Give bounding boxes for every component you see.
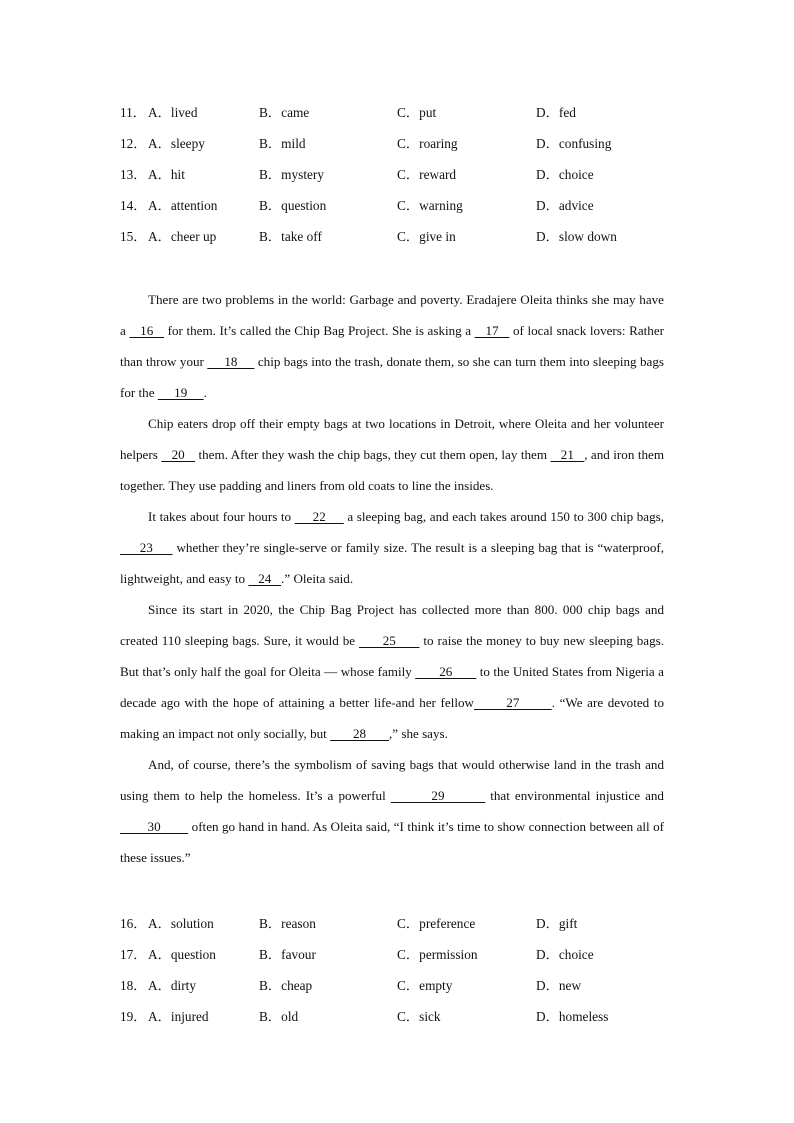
option-c: C．reward bbox=[397, 167, 457, 182]
question-number: 19． bbox=[120, 1009, 147, 1024]
option-d: D．choice bbox=[536, 947, 594, 962]
text-run: to raise the money to buy new sleeping bags. But that’s only half the goal for Oleita — whose family bbox=[120, 633, 665, 679]
option-c: C．preference bbox=[397, 916, 476, 931]
option-a: A．lived bbox=[148, 105, 198, 120]
question-row-15 bbox=[120, 221, 680, 252]
text-run: Since its start in 2020, the Chip Bag Project has collected more than 800. 000 chip bags and created 110 sleeping bags. Sure, it would be bbox=[120, 602, 664, 648]
option-b: B．old bbox=[259, 1009, 299, 1024]
text-run: to the United States from Nigeria a decade ago with the hope of attaining a better life-and her fellow bbox=[120, 664, 664, 710]
text-run: . bbox=[203, 385, 207, 400]
text-run: .” Oleita said. bbox=[281, 571, 354, 586]
text-run: There are two problems in the world: Garbage and poverty. Eradajere Oleita thinks she may have a bbox=[120, 292, 664, 338]
question-number: 18． bbox=[120, 978, 147, 993]
option-b: B．take off bbox=[259, 229, 322, 244]
blank-23: 23 bbox=[120, 540, 173, 555]
blank-24: 24 bbox=[248, 571, 282, 586]
blank-17: 17 bbox=[474, 323, 510, 338]
blank-30: 30 bbox=[120, 819, 189, 834]
option-b: B．mystery bbox=[259, 167, 325, 182]
text-run: chip bags into the trash, donate them, so she can turn them into sleeping bags for the bbox=[120, 354, 665, 400]
blank-20: 20 bbox=[161, 447, 196, 462]
text-run: It takes about four hours to bbox=[148, 509, 295, 524]
text-run: that environmental injustice and bbox=[485, 788, 664, 803]
option-c: C．put bbox=[397, 105, 437, 120]
option-d: D．new bbox=[536, 978, 582, 993]
option-d: D．confusing bbox=[536, 136, 612, 151]
option-c: C．roaring bbox=[397, 136, 458, 151]
question-number: 15． bbox=[120, 229, 147, 244]
blank-18: 18 bbox=[207, 354, 255, 369]
option-d: D．slow down bbox=[536, 229, 617, 244]
option-b: B．question bbox=[259, 198, 327, 213]
question-row-11 bbox=[120, 97, 680, 128]
question-list-11-15 bbox=[120, 97, 680, 252]
option-a: A．hit bbox=[148, 167, 185, 182]
option-a: A．dirty bbox=[148, 978, 197, 993]
option-a: A．question bbox=[148, 947, 216, 962]
option-a: A．solution bbox=[148, 916, 214, 931]
question-number: 16． bbox=[120, 916, 147, 931]
text-run: whether they’re single-serve or family size. The result is a sleeping bag that is “waterproof, lightweight, and easy to bbox=[120, 540, 665, 586]
blank-27: 27 bbox=[473, 695, 552, 710]
question-number: 14． bbox=[120, 198, 147, 213]
question-number: 17． bbox=[120, 947, 147, 962]
question-row-19 bbox=[120, 1001, 680, 1032]
option-b: B．favour bbox=[259, 947, 316, 962]
question-list-16-19 bbox=[120, 908, 680, 1032]
option-d: D．homeless bbox=[536, 1009, 609, 1024]
blank-29: 29 bbox=[390, 788, 486, 803]
option-c: C．permission bbox=[397, 947, 478, 962]
question-row-16 bbox=[120, 908, 680, 939]
option-d: D．advice bbox=[536, 198, 594, 213]
blank-22: 22 bbox=[294, 509, 344, 524]
text-run: ,” she says. bbox=[389, 726, 448, 741]
option-a: A．sleepy bbox=[148, 136, 205, 151]
question-number: 13． bbox=[120, 167, 147, 182]
option-b: B．cheap bbox=[259, 978, 313, 993]
option-b: B．came bbox=[259, 105, 310, 120]
paragraph-3 bbox=[120, 501, 664, 594]
option-c: C．empty bbox=[397, 978, 453, 993]
blank-19: 19 bbox=[157, 385, 204, 400]
blank-25: 25 bbox=[359, 633, 420, 648]
option-d: D．gift bbox=[536, 916, 578, 931]
text-run: them. After they wash the chip bags, they cut them open, lay them bbox=[195, 447, 551, 462]
question-row-13 bbox=[120, 159, 680, 190]
question-row-18 bbox=[120, 970, 680, 1001]
text-run: Chip eaters drop off their empty bags at two locations in Detroit, where Oleita and her volunteer helpers bbox=[120, 416, 664, 462]
paragraph-2 bbox=[120, 408, 664, 501]
blank-21: 21 bbox=[550, 447, 585, 462]
blank-26: 26 bbox=[415, 664, 477, 679]
paragraph-1 bbox=[120, 284, 664, 408]
paragraph-4 bbox=[120, 594, 664, 749]
option-a: A．attention bbox=[148, 198, 218, 213]
question-number: 11． bbox=[120, 105, 147, 120]
reading-passage bbox=[120, 284, 664, 873]
text-run: a sleeping bag, and each takes around 150 to 300 chip bags, bbox=[343, 509, 665, 524]
text-run: of local snack lovers: Rather than throw your bbox=[120, 323, 665, 369]
text-run: often go hand in hand. As Oleita said, “I think it’s time to show connection between all of these issues.” bbox=[120, 819, 665, 865]
question-number: 12． bbox=[120, 136, 147, 151]
blank-28: 28 bbox=[330, 726, 389, 741]
text-run: , and iron them together. They use padding and liners from old coats to line the insides. bbox=[120, 447, 664, 493]
option-b: B．reason bbox=[259, 916, 316, 931]
option-c: C．warning bbox=[397, 198, 463, 213]
option-d: D．fed bbox=[536, 105, 576, 120]
paragraph-5 bbox=[120, 749, 664, 873]
text-run: . “We are devoted to making an impact not only socially, but bbox=[120, 695, 665, 741]
question-row-12 bbox=[120, 128, 680, 159]
option-b: B．mild bbox=[259, 136, 306, 151]
blank-16: 16 bbox=[129, 323, 165, 338]
option-a: A．injured bbox=[148, 1009, 209, 1024]
question-row-17 bbox=[120, 939, 680, 970]
text-run: And, of course, there’s the symbolism of saving bags that would otherwise land in the trash and using them to help the homeless. It’s a powerful bbox=[120, 757, 664, 803]
text-run: for them. It’s called the Chip Bag Project. She is asking a bbox=[164, 323, 475, 338]
option-c: C．sick bbox=[397, 1009, 441, 1024]
option-d: D．choice bbox=[536, 167, 594, 182]
option-a: A．cheer up bbox=[148, 229, 217, 244]
question-row-14 bbox=[120, 190, 680, 221]
option-c: C．give in bbox=[397, 229, 456, 244]
